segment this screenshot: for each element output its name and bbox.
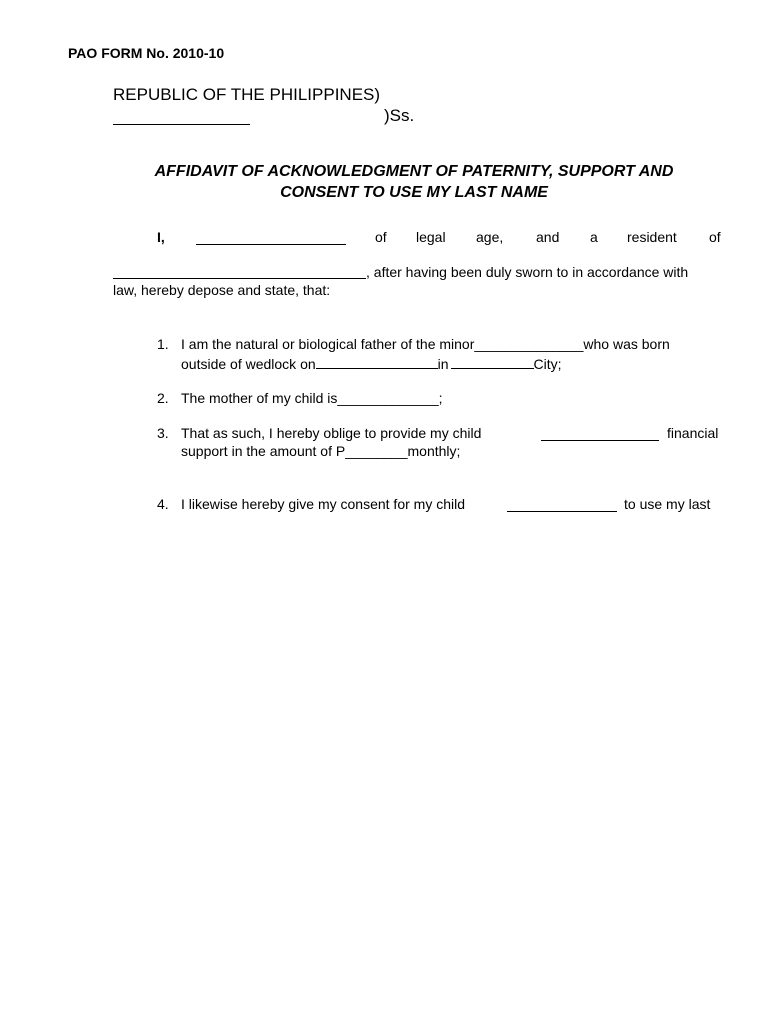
- item-number: 2.: [157, 390, 169, 406]
- item-number: 1.: [157, 336, 169, 352]
- item-1-part: who was born: [583, 336, 670, 352]
- intro-line-2: , after having been duly sworn to in accordance with: [366, 264, 689, 280]
- affiant-name-blank: [196, 229, 346, 245]
- ss-label: )Ss.: [384, 106, 415, 125]
- item-1-part: outside of wedlock on: [181, 356, 316, 372]
- republic-header: REPUBLIC OF THE PHILIPPINES): [113, 85, 381, 104]
- form-number: PAO FORM No. 2010-10: [68, 45, 225, 61]
- item-1-part: City;: [533, 356, 562, 372]
- birth-date-blank: [316, 354, 438, 369]
- mother-name-blank: _____________: [337, 390, 439, 406]
- item-1-part: I am the natural or biological father of the minor: [181, 336, 475, 352]
- intro-word: legal: [416, 229, 446, 245]
- intro-word: and: [536, 229, 560, 245]
- item-4-text: I likewise hereby give my consent for my child: [181, 496, 465, 512]
- item-2-part: ;: [438, 390, 443, 406]
- affidavit-title-line-2: CONSENT TO USE MY LAST NAME: [280, 184, 548, 201]
- intro-word: age,: [476, 229, 504, 245]
- item-1-text: [181, 336, 670, 352]
- item-number: 3.: [157, 425, 169, 441]
- item-3-text-line-2: [181, 443, 460, 459]
- intro-i: I,: [157, 229, 165, 245]
- affidavit-title-line-1: AFFIDAVIT OF ACKNOWLEDGMENT OF PATERNITY, SUPPORT AND: [154, 163, 674, 180]
- item-2-part: The mother of my child is: [181, 390, 338, 406]
- item-2-text: [181, 390, 443, 406]
- item-3-text: That as such, I hereby oblige to provide my child: [181, 425, 482, 441]
- intro-line-3: law, hereby depose and state, that:: [113, 282, 331, 298]
- item-3-financial: financial: [667, 425, 719, 441]
- birth-city-blank: [451, 354, 534, 369]
- intro-word: of: [375, 229, 387, 245]
- residence-blank: [113, 263, 366, 279]
- item-3-part: monthly;: [407, 443, 461, 459]
- intro-word: a: [590, 229, 598, 245]
- minor-name-blank: ______________: [474, 336, 584, 352]
- child-name-blank: [541, 425, 659, 441]
- item-3-part: support in the amount of P: [181, 443, 346, 459]
- amount-blank: ________: [345, 443, 408, 459]
- intro-word: resident: [627, 229, 677, 245]
- item-1-part: in: [437, 356, 449, 372]
- child-name-blank-2: [507, 496, 617, 512]
- item-number: 4.: [157, 496, 169, 512]
- intro-word: of: [709, 229, 721, 245]
- venue-blank-line: [113, 108, 250, 125]
- item-1-text-line-2: [181, 354, 562, 372]
- item-4-text-end: to use my last: [624, 496, 711, 512]
